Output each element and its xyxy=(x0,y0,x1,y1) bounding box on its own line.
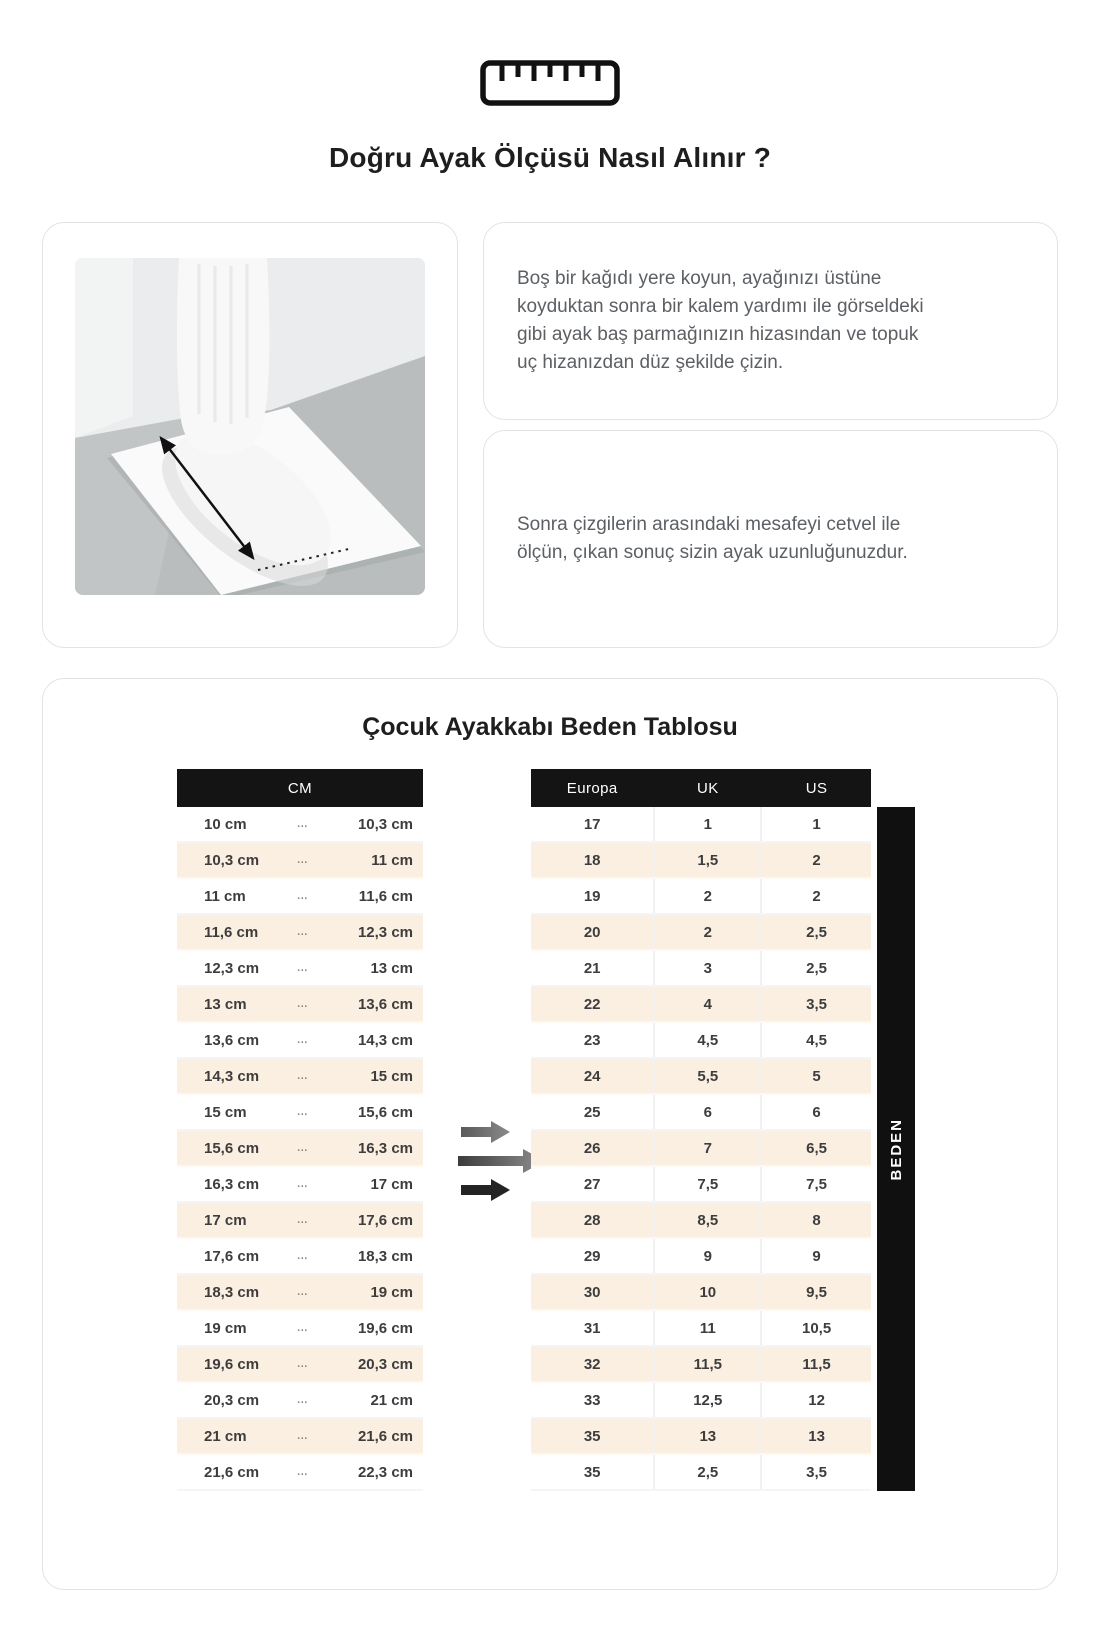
cm-range-row xyxy=(177,1275,423,1311)
cm-from-value: 21 cm xyxy=(204,1427,247,1445)
cm-from-value: 15,6 cm xyxy=(204,1139,260,1157)
instruction-card-measure xyxy=(483,430,1058,648)
size-conversion-row xyxy=(531,807,871,843)
size-conversion-row xyxy=(531,1203,871,1239)
foot-measurement-illustration xyxy=(75,258,425,595)
size-cell: 12,5 xyxy=(653,1383,762,1417)
cm-to-value: 18,3 cm xyxy=(357,1247,413,1265)
cm-to-value: 21 cm xyxy=(370,1391,413,1409)
range-separator: ... xyxy=(297,890,308,902)
cm-from-value: 11 cm xyxy=(204,887,246,905)
size-cell: 17 xyxy=(583,815,601,833)
size-cell: 35 xyxy=(583,1427,601,1445)
cm-from-value: 15 cm xyxy=(204,1103,247,1121)
size-cell: 3,5 xyxy=(806,1463,828,1481)
size-cell: 32 xyxy=(583,1355,601,1373)
cm-range-row xyxy=(177,1419,423,1455)
size-conversion-row xyxy=(531,1239,871,1275)
range-separator: ... xyxy=(297,998,308,1010)
cm-to-value: 15 cm xyxy=(370,1067,413,1085)
size-cell: 3 xyxy=(653,951,762,985)
cm-to-value: 12,3 cm xyxy=(357,923,413,941)
cm-from-value: 11,6 cm xyxy=(204,923,259,941)
cm-to-value: 19,6 cm xyxy=(357,1319,413,1337)
size-cell: 7,5 xyxy=(653,1167,762,1201)
size-cell: 29 xyxy=(583,1247,601,1265)
size-cell: 11,5 xyxy=(653,1347,762,1381)
cm-to-value: 20,3 cm xyxy=(357,1355,413,1373)
size-cell: 35 xyxy=(583,1463,601,1481)
size-cell: 4,5 xyxy=(653,1023,762,1057)
size-conversion-row xyxy=(531,1275,871,1311)
size-conversion-table xyxy=(531,769,871,1491)
size-cell: 6 xyxy=(812,1103,821,1121)
size-cell: 26 xyxy=(583,1139,601,1157)
size-cell: 9,5 xyxy=(806,1283,828,1301)
cm-range-row xyxy=(177,843,423,879)
size-conversion-row xyxy=(531,1419,871,1455)
size-conversion-row xyxy=(531,1167,871,1203)
cm-from-value: 13 cm xyxy=(204,995,247,1013)
cm-from-value: 12,3 cm xyxy=(204,959,260,977)
size-cell: 22 xyxy=(583,995,601,1013)
cm-from-value: 19 cm xyxy=(204,1319,247,1337)
beden-vertical-bar xyxy=(877,807,915,1491)
cm-to-value: 14,3 cm xyxy=(357,1031,413,1049)
cm-range-table xyxy=(177,769,423,1491)
cm-from-value: 18,3 cm xyxy=(204,1283,260,1301)
size-cell: 13 xyxy=(808,1427,825,1445)
size-table-body xyxy=(531,807,871,1491)
size-cell: 2,5 xyxy=(653,1455,762,1489)
cm-to-value: 10,3 cm xyxy=(357,815,413,833)
page-title: Doğru Ayak Ölçüsü Nasıl Alınır ? xyxy=(328,142,772,173)
size-cell: 2,5 xyxy=(806,959,828,977)
size-cell: 8 xyxy=(812,1211,821,1229)
size-conversion-row xyxy=(531,1455,871,1491)
range-separator: ... xyxy=(297,1358,308,1370)
size-cell: 18 xyxy=(583,851,601,869)
column-header-uk: UK xyxy=(696,779,719,797)
cm-to-value: 17,6 cm xyxy=(357,1211,413,1229)
size-cell: 24 xyxy=(583,1067,601,1085)
size-cell: 9 xyxy=(653,1239,762,1273)
size-cell: 13 xyxy=(653,1419,762,1453)
range-separator: ... xyxy=(297,818,308,830)
size-cell: 1,5 xyxy=(653,843,762,877)
illustration-card xyxy=(42,222,458,648)
cm-from-value: 13,6 cm xyxy=(204,1031,260,1049)
size-cell: 7 xyxy=(653,1131,762,1165)
size-cell: 11,5 xyxy=(802,1355,831,1373)
cm-to-value: 22,3 cm xyxy=(357,1463,413,1481)
cm-range-row xyxy=(177,1203,423,1239)
range-separator: ... xyxy=(297,1430,308,1442)
size-cell: 6 xyxy=(653,1095,762,1129)
size-cell: 2 xyxy=(812,851,821,869)
cm-to-value: 21,6 cm xyxy=(357,1427,413,1445)
size-cell: 8,5 xyxy=(653,1203,762,1237)
size-cell: 23 xyxy=(583,1031,601,1049)
size-chart-title: Çocuk Ayakkabı Beden Tablosu xyxy=(362,713,738,741)
cm-table-body xyxy=(177,807,423,1491)
cm-to-value: 13,6 cm xyxy=(357,995,413,1013)
cm-range-row xyxy=(177,1023,423,1059)
cm-from-value: 20,3 cm xyxy=(204,1391,260,1409)
cm-from-value: 17,6 cm xyxy=(204,1247,260,1265)
cm-to-value: 17 cm xyxy=(370,1175,413,1193)
size-cell: 5,5 xyxy=(653,1059,762,1093)
cm-to-value: 11,6 cm xyxy=(358,887,413,905)
cm-table-header: CM xyxy=(177,769,423,807)
size-cell: 21 xyxy=(583,959,601,977)
cm-to-value: 11 cm xyxy=(371,851,413,869)
ruler-icon xyxy=(480,60,620,111)
instruction-text-draw: Boş bir kağıdı yere koyun, ayağınızı üstüne koyduktan sonra bir kalem yardımı ile görseldeki gibi ayak baş parmağınızın hizasından ve topuk uç hizanızdan düz şekilde çizin. xyxy=(517,268,924,373)
cm-range-row xyxy=(177,987,423,1023)
size-cell: 28 xyxy=(583,1211,601,1229)
size-conversion-row xyxy=(531,1131,871,1167)
cm-from-value: 17 cm xyxy=(204,1211,247,1229)
size-cell: 2 xyxy=(653,915,762,949)
cm-to-value: 19 cm xyxy=(370,1283,413,1301)
size-conversion-row xyxy=(531,1347,871,1383)
cm-range-row xyxy=(177,879,423,915)
size-conversion-row xyxy=(531,1311,871,1347)
range-separator: ... xyxy=(297,1034,308,1046)
cm-range-row xyxy=(177,1131,423,1167)
size-conversion-row xyxy=(531,879,871,915)
cm-to-value: 16,3 cm xyxy=(357,1139,413,1157)
size-cell: 2,5 xyxy=(806,923,828,941)
range-separator: ... xyxy=(297,926,308,938)
size-cell: 2 xyxy=(812,887,821,905)
beden-label: BEDEN xyxy=(887,1117,905,1181)
range-separator: ... xyxy=(297,1178,308,1190)
size-conversion-row xyxy=(531,951,871,987)
size-cell: 31 xyxy=(583,1319,601,1337)
size-conversion-row xyxy=(531,987,871,1023)
range-separator: ... xyxy=(297,1466,308,1478)
size-conversion-row xyxy=(531,915,871,951)
range-separator: ... xyxy=(297,1214,308,1226)
cm-range-row xyxy=(177,1095,423,1131)
range-separator: ... xyxy=(297,1286,308,1298)
size-chart-card xyxy=(42,678,1058,1590)
cm-from-value: 14,3 cm xyxy=(204,1067,260,1085)
cm-from-value: 21,6 cm xyxy=(204,1463,260,1481)
column-header-europa: Europa xyxy=(566,779,618,797)
size-cell: 6,5 xyxy=(806,1139,828,1157)
range-separator: ... xyxy=(297,1250,308,1262)
size-cell: 1 xyxy=(812,815,821,833)
size-cell: 30 xyxy=(583,1283,601,1301)
size-cell: 3,5 xyxy=(806,995,828,1013)
range-separator: ... xyxy=(297,1070,308,1082)
cm-range-row xyxy=(177,1347,423,1383)
instruction-card-draw xyxy=(483,222,1058,420)
size-cell: 4 xyxy=(653,987,762,1021)
size-cell: 33 xyxy=(583,1391,601,1409)
size-conversion-row xyxy=(531,1023,871,1059)
size-cell: 10,5 xyxy=(801,1319,832,1337)
size-cell: 10 xyxy=(653,1275,762,1309)
range-separator: ... xyxy=(297,1142,308,1154)
cm-from-value: 10,3 cm xyxy=(204,851,260,869)
size-cell: 7,5 xyxy=(806,1175,828,1193)
cm-range-row xyxy=(177,1383,423,1419)
size-conversion-row xyxy=(531,843,871,879)
size-cell: 20 xyxy=(583,923,601,941)
range-separator: ... xyxy=(297,1322,308,1334)
size-cell: 1 xyxy=(653,807,762,841)
size-cell: 12 xyxy=(808,1391,825,1409)
size-cell: 11 xyxy=(653,1311,762,1345)
size-cell: 9 xyxy=(812,1247,821,1265)
range-separator: ... xyxy=(297,1394,308,1406)
range-separator: ... xyxy=(297,854,308,866)
cm-range-row xyxy=(177,951,423,987)
cm-to-value: 13 cm xyxy=(370,959,413,977)
cm-range-row xyxy=(177,807,423,843)
cm-range-row xyxy=(177,1311,423,1347)
size-cell: 19 xyxy=(583,887,601,905)
cm-range-row xyxy=(177,1059,423,1095)
size-conversion-row xyxy=(531,1059,871,1095)
size-table-header xyxy=(531,769,871,807)
size-cell: 4,5 xyxy=(806,1031,828,1049)
cm-from-value: 10 cm xyxy=(204,815,247,833)
cm-from-value: 19,6 cm xyxy=(204,1355,260,1373)
cm-range-row xyxy=(177,1239,423,1275)
cm-from-value: 16,3 cm xyxy=(204,1175,260,1193)
size-conversion-row xyxy=(531,1383,871,1419)
cm-to-value: 15,6 cm xyxy=(357,1103,413,1121)
range-separator: ... xyxy=(297,962,308,974)
size-cell: 25 xyxy=(583,1103,601,1121)
range-separator: ... xyxy=(297,1106,308,1118)
cm-range-row xyxy=(177,915,423,951)
cm-range-row xyxy=(177,1167,423,1203)
size-conversion-row xyxy=(531,1095,871,1131)
cm-range-row xyxy=(177,1455,423,1491)
column-header-us: US xyxy=(805,779,828,797)
instruction-text-measure: Sonra çizgilerin arasındaki mesafeyi cetvel ile ölçün, çıkan sonuç sizin ayak uzunluğunuzdur. xyxy=(517,514,908,563)
size-cell: 5 xyxy=(812,1067,821,1085)
size-cell: 27 xyxy=(583,1175,601,1193)
size-cell: 2 xyxy=(653,879,762,913)
